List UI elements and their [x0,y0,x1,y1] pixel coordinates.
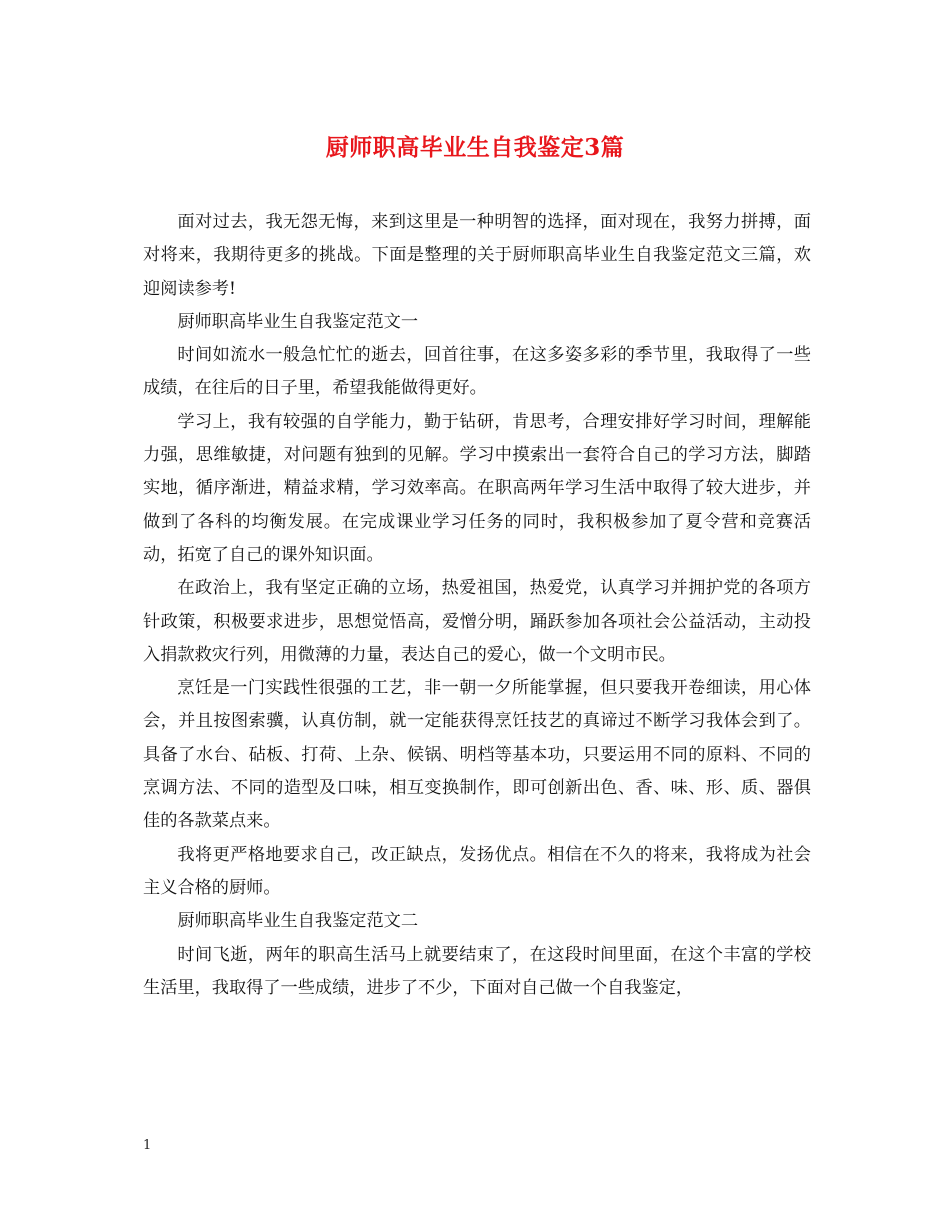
body-paragraph: 学习上，我有较强的自学能力，勤于钻研，肯思考，合理安排好学习时间，理解能力强，思维敏捷，对问题有独到的见解。学习中摸索出一套符合自己的学习方法，脚踏实地，循序渐进，精益求精，学习效率高。在职高两年学习生活中取得了较大进步，并做到了各科的均衡发展。在完成课业学习任务的同时，我积极参加了夏令营和竞赛活动，拓宽了自己的课外知识面。 [143,411,811,565]
document-title: 厨师职高毕业生自我鉴定3篇 [325,134,625,161]
body-paragraph: 时间飞逝，两年的职高生活马上就要结束了，在这段时间里面，在这个丰富的学校生活里，我取得了一些成绩，进步了不少，下面对自己做一个自我鉴定， [143,944,811,998]
body-paragraph: 时间如流水一般急忙忙的逝去，回首往事，在这多姿多彩的季节里，我取得了一些成绩，在往后的日子里，希望我能做得更好。 [143,345,811,399]
page-number: 1 [143,1138,152,1153]
body-paragraph: 在政治上，我有坚定正确的立场，热爱祖国，热爱党，认真学习并拥护党的各项方针政策，积极要求进步，思想觉悟高，爱憎分明，踊跃参加各项社会公益活动，主动投入捐款救灾行列，用微薄的力量，表达自己的爱心，做一个文明市民。 [143,578,811,665]
section-heading-1: 厨师职高毕业生自我鉴定范文一 [177,311,419,332]
section-heading-2: 厨师职高毕业生自我鉴定范文二 [177,911,419,932]
document-body [143,206,811,1005]
body-paragraph: 烹饪是一门实践性很强的工艺，非一朝一夕所能掌握，但只要我开卷细读，用心体会，并且按图索骥，认真仿制，就一定能获得烹饪技艺的真谛过不断学习我体会到了。具备了水台、砧板、打荷、上杂、候锅、明档等基本功，只要运用不同的原料、不同的烹调方法、不同的造型及口味，相互变换制作，即可创新出色、香、味、形、质、器俱佳的各款菜点来。 [143,678,811,832]
intro-paragraph: 面对过去，我无怨无悔，来到这里是一种明智的选择，面对现在，我努力拼搏，面对将来，我期待更多的挑战。下面是整理的关于厨师职高毕业生自我鉴定范文三篇，欢迎阅读参考! [143,212,811,299]
body-paragraph: 我将更严格地要求自己，改正缺点，发扬优点。相信在不久的将来，我将成为社会主义合格的厨师。 [143,844,811,898]
